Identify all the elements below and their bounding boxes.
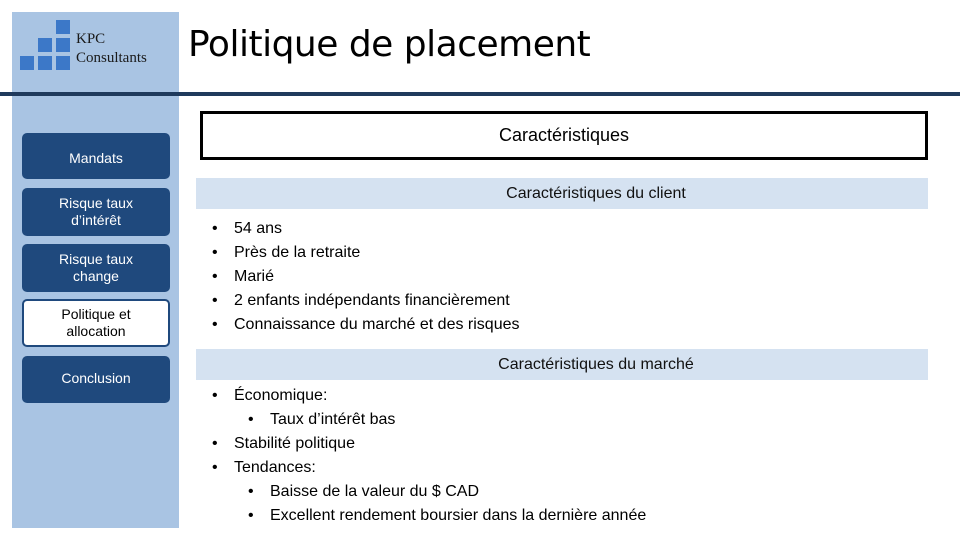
client-section-header [196,178,928,209]
logo-square-icon [38,38,52,52]
list-subitem: • Excellent rendement boursier dans la dernière année [212,504,646,528]
nav-item-label-line-2: change [73,268,119,284]
nav-item-label-line-1: Risque taux [59,251,133,267]
page-title: Politique de placement [188,24,591,65]
logo-text [76,30,147,68]
section-title: Caractéristiques [498,125,630,145]
nav-item-label-line-1: Politique et [61,306,131,322]
nav-item-risque-change[interactable] [22,244,170,292]
list-item: • Connaissance du marché et des risques [212,313,520,337]
header-divider [0,92,960,96]
nav-item-politique-allocation[interactable] [22,299,170,347]
logo-square-icon [38,56,52,70]
list-item: • Marié [212,265,520,289]
nav-item-label: Conclusion [61,370,131,386]
logo-square-icon [56,20,70,34]
market-section-title: Caractéristiques du marché [498,355,694,373]
market-characteristics-list [212,384,646,528]
list-item: • 54 ans [212,217,520,241]
nav-item-label: Mandats [69,149,123,166]
nav-item-conclusion[interactable] [22,356,170,403]
logo-square-icon [56,38,70,52]
market-section-header [196,349,928,380]
client-characteristics-list [212,217,520,337]
nav-item-risque-interet[interactable] [22,188,170,236]
nav-item-label-line-2: d’intérêt [71,212,121,228]
logo-line-1: KPC [76,31,106,47]
section-title-box [200,111,928,160]
company-logo [20,20,180,76]
list-subitem: • Taux d’intérêt bas [212,408,646,432]
list-item: • Tendances: [212,456,646,480]
list-item: • Stabilité politique [212,432,646,456]
nav-item-label-line-1: Risque taux [59,195,133,211]
list-item: • 2 enfants indépendants financièrement [212,289,520,313]
logo-square-icon [56,56,70,70]
nav-item-label-line-2: allocation [66,323,126,339]
list-item: • Près de la retraite [212,241,520,265]
nav-item-mandats[interactable] [22,133,170,179]
logo-line-2: Consultants [76,50,147,66]
list-subitem: • Baisse de la valeur du $ CAD [212,480,646,504]
list-item: • Économique: [212,384,646,408]
client-section-title: Caractéristiques du client [506,184,686,202]
logo-square-icon [20,56,34,70]
